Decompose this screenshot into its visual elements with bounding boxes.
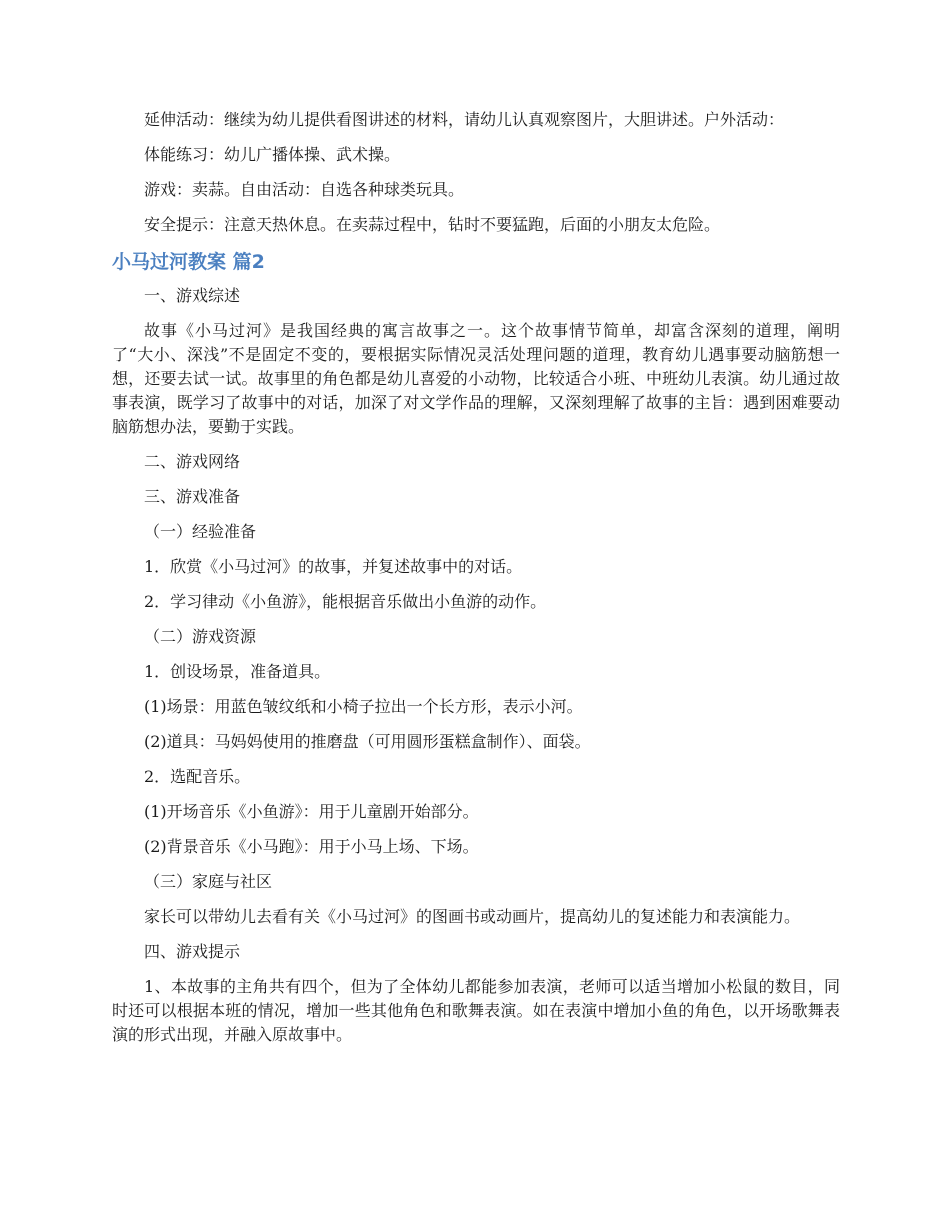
paragraph-extension-activity: 延伸活动：继续为幼儿提供看图讲述的材料，请幼儿认真观察图片，大胆讲述。户外活动： bbox=[144, 110, 785, 129]
subheading-game-resources: （二）游戏资源 bbox=[144, 627, 257, 646]
paragraph-safety-tip: 安全提示：注意天热休息。在卖蒜过程中，钻时不要猛跑，后面的小朋友太危险。 bbox=[144, 215, 721, 234]
heading-game-network: 二、游戏网络 bbox=[144, 452, 241, 471]
list-item-create-scene: 1．创设场景，准备道具。 bbox=[144, 662, 331, 681]
paragraph-game-overview: 故事《小马过河》是我国经典的寓言故事之一。这个故事情节简单，却富含深刻的道理，阐明了“大小、深浅”不是固定不变的，要根据实际情况灵活处理问题的道理，教育幼儿遇事要动脑筋想一想，还要去试一试。故事里的角色都是幼儿喜爱的小动物，比较适合小班、中班幼儿表演。幼儿通过故事表演，既学习了故事中的对话，加深了对文学作品的理解，又深刻理解了故事的主旨：遇到困难要动脑筋想办法，要勤于实践。 bbox=[112, 321, 840, 436]
section-heading: 小马过河教案 篇2 bbox=[112, 251, 265, 273]
heading-game-overview: 一、游戏综述 bbox=[144, 286, 241, 305]
subheading-family-community: （三）家庭与社区 bbox=[144, 872, 273, 891]
heading-game-preparation: 三、游戏准备 bbox=[144, 487, 241, 506]
paragraph-game-free-activity: 游戏：卖蒜。自由活动：自选各种球类玩具。 bbox=[144, 180, 465, 199]
list-item-scene: (1)场景：用蓝色皱纹纸和小椅子拉出一个长方形，表示小河。 bbox=[144, 697, 583, 716]
paragraph-game-tips: 1、本故事的主角共有四个，但为了全体幼儿都能参加表演，老师可以适当增加小松鼠的数目，同时还可以根据本班的情况，增加一些其他角色和歌舞表演。如在表演中增加小鱼的角色，以开场歌舞表演的形式出现，并融入原故事中。 bbox=[112, 977, 840, 1044]
list-item-learn-rhythm: 2．学习律动《小鱼游》，能根据音乐做出小鱼游的动作。 bbox=[144, 592, 547, 611]
paragraph-family-community: 家长可以带幼儿去看有关《小马过河》的图画书或动画片，提高幼儿的复述能力和表演能力。 bbox=[144, 907, 801, 926]
document-body bbox=[112, 108, 840, 1058]
paragraph-physical-exercise: 体能练习：幼儿广播体操、武术操。 bbox=[144, 145, 401, 164]
list-item-props: (2)道具：马妈妈使用的推磨盘（可用圆形蛋糕盒制作）、面袋。 bbox=[144, 732, 591, 751]
list-item-background-music: (2)背景音乐《小马跑》：用于小马上场、下场。 bbox=[144, 837, 479, 856]
list-item-select-music: 2．选配音乐。 bbox=[144, 767, 251, 786]
list-item-appreciate-story: 1．欣赏《小马过河》的故事，并复述故事中的对话。 bbox=[144, 557, 523, 576]
heading-game-tips: 四、游戏提示 bbox=[144, 942, 241, 961]
list-item-opening-music: (1)开场音乐《小鱼游》：用于儿童剧开始部分。 bbox=[144, 802, 479, 821]
subheading-experience-prep: （一）经验准备 bbox=[144, 522, 257, 541]
